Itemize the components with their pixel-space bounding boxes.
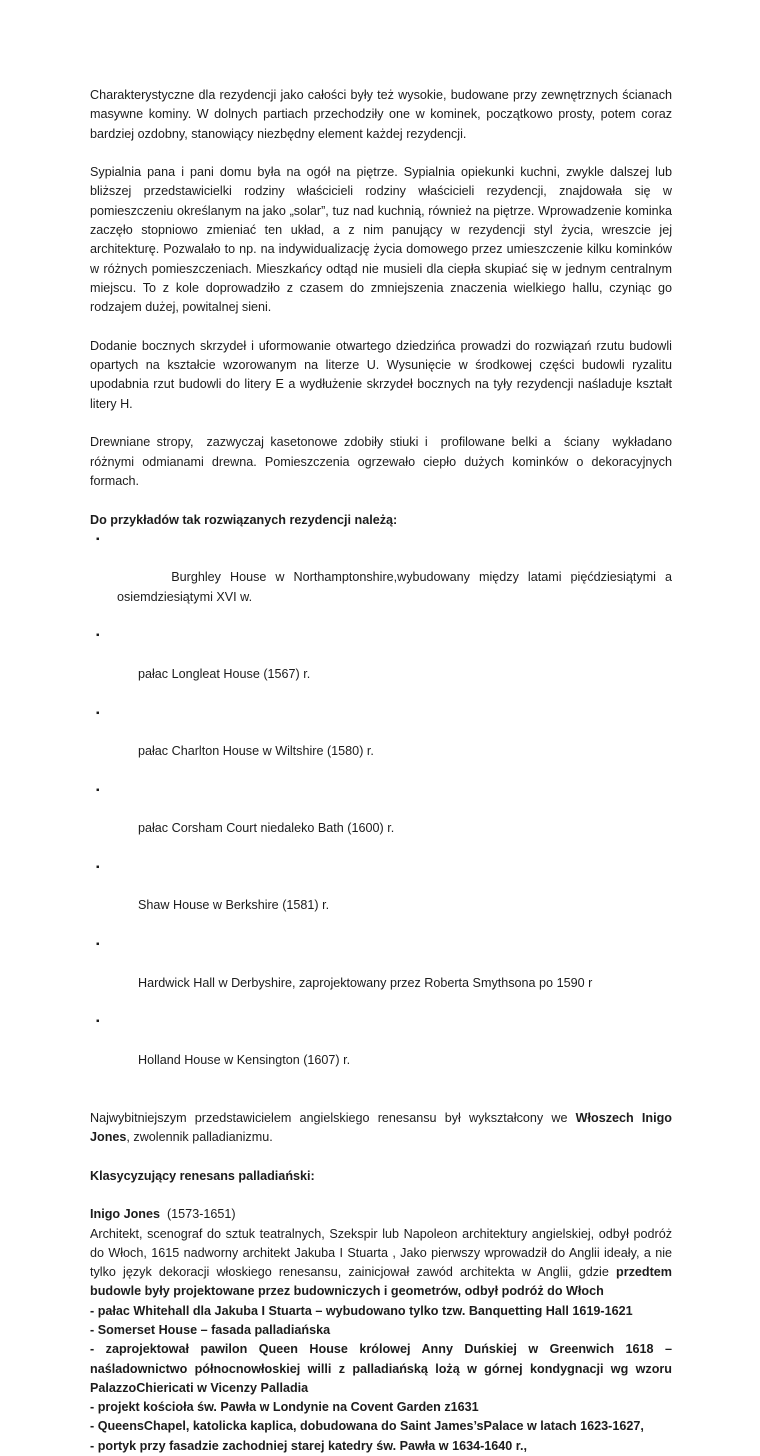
bullet-square-icon: ▪ bbox=[96, 707, 100, 719]
bio-regular-text: Architekt, scenograf do sztuk teatralnych, Szekspir lub Napoleon architektury angielskiej, odbył podróż do Włoch, 1615 nadworny architekt Jakuba I Stuarta , Jako pierwszy wprowadził do Anglii ideały, a nie tylko język dekoracji włoskiego renesansu, zainicjował zawód architekta w Anglii, gdzie bbox=[90, 1226, 676, 1280]
dash-item-queen-house: - zaprojektował pawilon Queen House królowej Anny Duńskiej w Greenwich 1618 – naśladownictwo północnowłoskiej willi z palladiańską lożą w górnej kondygnacji wg wzoru PalazzoChiericati w Vicenzy Palladia bbox=[90, 1342, 676, 1395]
bullet-square-icon: ▪ bbox=[96, 861, 100, 873]
inigo-jones-emphasis: Włoszech Inigo Jones bbox=[90, 1110, 676, 1145]
list-item-corsham bbox=[90, 781, 672, 858]
list-item-text: pałac Corsham Court niedaleko Bath (1600) r. bbox=[138, 821, 395, 836]
paragraph-inigo-bio bbox=[90, 1225, 676, 1302]
heading-palladian-renaissance: Klasycyzujący renesans palladiański: bbox=[90, 1168, 315, 1183]
inigo-jones-years: (1573-1651) bbox=[159, 1207, 236, 1222]
paragraph-chimneys: Charakterystyczne dla rezydencji jako całości były też wysokie, budowane przy zewnętrznych ścianach masywne kominy. W dolnych partiach przechodziły one w kominek, początkowo prosty, potem coraz bardziej ozdobny, stanowiący niezbędny element każdej rezydencji. bbox=[90, 88, 676, 141]
list-item-shaw bbox=[90, 858, 672, 935]
bullet-square-icon: ▪ bbox=[96, 630, 100, 642]
list-item-burghley bbox=[90, 530, 676, 626]
dash-item-whitehall: - pałac Whitehall dla Jakuba I Stuarta – wybudowano tylko tzw. Banquetting Hall 1619-1621 bbox=[90, 1303, 633, 1318]
bullet-square-icon: ▪ bbox=[96, 533, 100, 545]
list-item-text: pałac Charlton House w Wiltshire (1580) r. bbox=[138, 744, 374, 759]
paragraph-wings: Dodanie bocznych skrzydeł i uformowanie otwartego dziedzińca prowadzi do rozwiązań rzutu budowli opartych na kształcie wzorowanym na literze U. Wysunięcie w środkowej części budowli ryzalitu upodabnia rzut budowli do litery E a wydłużenie skrzydeł bocznych na tyły rezydencji naśladuje kształt litery H. bbox=[90, 338, 676, 411]
list-item-text: Holland House w Kensington (1607) r. bbox=[138, 1052, 351, 1067]
list-item-holland bbox=[90, 1012, 672, 1089]
residence-examples-list bbox=[90, 530, 676, 1090]
heading-examples: Do przykładów tak rozwiązanych rezydencji należą: bbox=[90, 512, 398, 527]
bullet-square-icon: ▪ bbox=[96, 1016, 100, 1028]
list-item-longleat bbox=[90, 626, 672, 703]
dash-item-somerset: - Somerset House – fasada palladiańska bbox=[90, 1323, 331, 1337]
list-item-hardwick bbox=[90, 935, 672, 1012]
line-inigo-jones-name bbox=[90, 1205, 672, 1224]
bio-bold-text: przedtem budowle były projektowane przez budowniczych i geometrów, odbył podróż do Włoch bbox=[90, 1265, 676, 1299]
paragraph-inigo-intro bbox=[90, 1109, 676, 1148]
dash-item-covent-garden: - projekt kościoła św. Pawła w Londynie na Covent Garden z1631 bbox=[90, 1400, 479, 1415]
paragraph-bedrooms: Sypialnia pana i pani domu była na ogół na piętrze. Sypialnia opiekunki kuchni, zwykle dalszej lub bliższej przedstawicielki rodziny właścicieli rodziny właścicieli rezydencji, znajdowała się w pomieszczeniu określanym na jako „solar”, tuz nad kuchnią, również na piętrze. Wprowadzenie kominka zaczęło stopniowo zmieniać ten układ, a z nim panujący w rezydencji styl życia, wreszcie jej architekturę. Pozwalało to np. na indywidualizację życia domowego przez umieszczenie kilku kominków w różnych pomieszczeniach. Mieszkańcy odtąd nie musieli dla ciepła skupiać się w jednym centralnym miejscu. To z kole doprowadziło z czasem do zmniejszenia znaczenia wielkiego hallu, czyniąc go rodzajem dużej, powitalnej sieni. bbox=[90, 165, 676, 315]
inigo-jones-name: Inigo Jones bbox=[90, 1207, 160, 1222]
dash-item-portico: - portyk przy fasadzie zachodniej starej katedry św. Pawła w 1634-1640 r., bbox=[90, 1438, 528, 1453]
intro-text: Najwybitniejszym przedstawicielem angielskiego renesansu był wykształcony we bbox=[90, 1110, 576, 1125]
list-item-text: pałac Longleat House (1567) r. bbox=[138, 666, 311, 681]
list-item-text: Burghley House w Northamptonshire,wybudowany między latami pięćdziesiątymi a osiemdziesiątymi XVI w. bbox=[117, 570, 676, 604]
list-item-text: Shaw House w Berkshire (1581) r. bbox=[138, 898, 330, 913]
bullet-square-icon: ▪ bbox=[96, 784, 100, 796]
list-item-text: Hardwick Hall w Derbyshire, zaprojektowany przez Roberta Smythsona po 1590 r bbox=[138, 975, 593, 990]
dash-item-queens-chapel: - QueensChapel, katolicka kaplica, dobudowana do Saint James’sPalace w latach 1623-1627, bbox=[90, 1419, 644, 1434]
paragraph-ceilings: Drewniane stropy, zazwyczaj kasetonowe zdobiły stiuki i profilowane belki a ściany wykładano różnymi odmianami drewna. Pomieszczenia ogrzewało ciepło dużych kominków o dekoracyjnych formach. bbox=[90, 435, 676, 488]
intro-text-end: , zwolennik palladianizmu. bbox=[126, 1130, 273, 1145]
list-item-charlton bbox=[90, 704, 672, 781]
bullet-square-icon: ▪ bbox=[96, 939, 100, 951]
